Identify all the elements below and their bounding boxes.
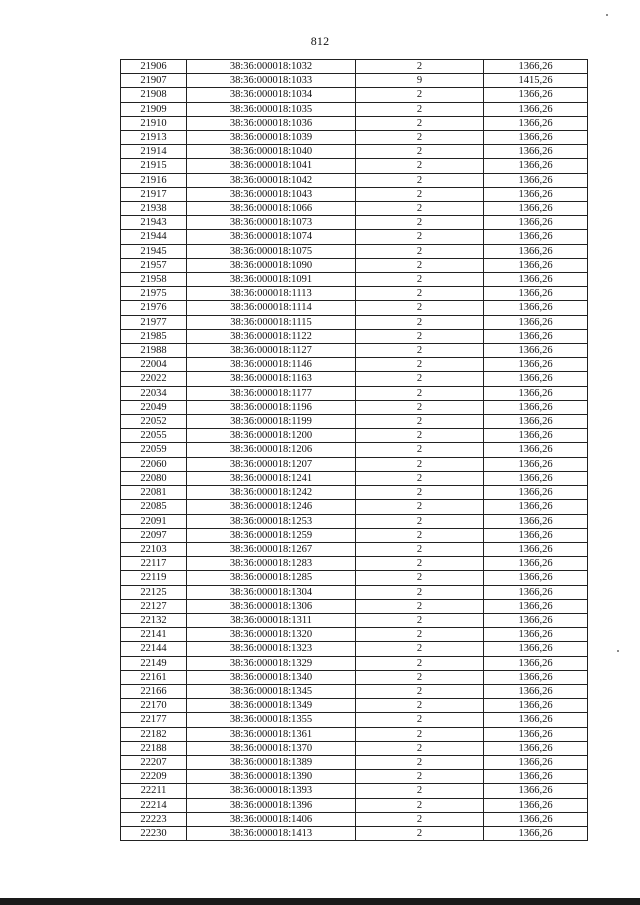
table-row	[121, 258, 588, 272]
cell-cadastral-number: 38:36:000018:1390	[187, 770, 356, 784]
table-row	[121, 429, 588, 443]
cell-count: 2	[356, 798, 484, 812]
table-row	[121, 74, 588, 88]
cell-cadastral-number: 38:36:000018:1349	[187, 699, 356, 713]
table-row	[121, 613, 588, 627]
cell-value: 1366,26	[484, 258, 588, 272]
cell-cadastral-number: 38:36:000018:1340	[187, 670, 356, 684]
cell-cadastral-number: 38:36:000018:1040	[187, 145, 356, 159]
cell-cadastral-number: 38:36:000018:1177	[187, 386, 356, 400]
cell-number: 22149	[121, 656, 187, 670]
cell-cadastral-number: 38:36:000018:1253	[187, 514, 356, 528]
cell-count: 2	[356, 329, 484, 343]
cell-count: 2	[356, 826, 484, 840]
cell-number: 21906	[121, 60, 187, 74]
cell-number: 22117	[121, 557, 187, 571]
cell-cadastral-number: 38:36:000018:1114	[187, 301, 356, 315]
cell-value: 1415,26	[484, 74, 588, 88]
cell-cadastral-number: 38:36:000018:1361	[187, 727, 356, 741]
cell-number: 21915	[121, 159, 187, 173]
cell-cadastral-number: 38:36:000018:1036	[187, 116, 356, 130]
cell-count: 2	[356, 386, 484, 400]
cell-count: 2	[356, 372, 484, 386]
table-row	[121, 145, 588, 159]
cell-value: 1366,26	[484, 826, 588, 840]
cell-cadastral-number: 38:36:000018:1122	[187, 329, 356, 343]
cell-cadastral-number: 38:36:000018:1355	[187, 713, 356, 727]
cell-count: 2	[356, 514, 484, 528]
cell-cadastral-number: 38:36:000018:1259	[187, 528, 356, 542]
table-row	[121, 826, 588, 840]
cell-number: 21917	[121, 187, 187, 201]
cell-number: 22144	[121, 642, 187, 656]
cell-value: 1366,26	[484, 812, 588, 826]
cell-count: 2	[356, 102, 484, 116]
cell-number: 22182	[121, 727, 187, 741]
table-row	[121, 159, 588, 173]
cell-value: 1366,26	[484, 670, 588, 684]
cell-number: 22125	[121, 585, 187, 599]
cell-value: 1366,26	[484, 173, 588, 187]
cell-value: 1366,26	[484, 386, 588, 400]
cell-number: 21945	[121, 244, 187, 258]
cell-count: 2	[356, 713, 484, 727]
cell-number: 21914	[121, 145, 187, 159]
cell-value: 1366,26	[484, 102, 588, 116]
table-row	[121, 628, 588, 642]
cell-count: 2	[356, 415, 484, 429]
cell-count: 2	[356, 244, 484, 258]
table-row	[121, 784, 588, 798]
table-row	[121, 173, 588, 187]
cell-number: 22049	[121, 400, 187, 414]
cell-value: 1366,26	[484, 542, 588, 556]
table-row	[121, 684, 588, 698]
cell-cadastral-number: 38:36:000018:1163	[187, 372, 356, 386]
cell-value: 1366,26	[484, 60, 588, 74]
cell-count: 2	[356, 528, 484, 542]
table-row	[121, 571, 588, 585]
cell-number: 22132	[121, 613, 187, 627]
cell-number: 22207	[121, 755, 187, 769]
cell-cadastral-number: 38:36:000018:1370	[187, 741, 356, 755]
cell-cadastral-number: 38:36:000018:1304	[187, 585, 356, 599]
table-row	[121, 755, 588, 769]
table-row	[121, 230, 588, 244]
cell-value: 1366,26	[484, 500, 588, 514]
cell-cadastral-number: 38:36:000018:1207	[187, 457, 356, 471]
table-row	[121, 131, 588, 145]
table-body	[121, 60, 588, 841]
cell-number: 22223	[121, 812, 187, 826]
cell-value: 1366,26	[484, 159, 588, 173]
cell-value: 1366,26	[484, 471, 588, 485]
cell-cadastral-number: 38:36:000018:1113	[187, 287, 356, 301]
cell-cadastral-number: 38:36:000018:1043	[187, 187, 356, 201]
cell-number: 22209	[121, 770, 187, 784]
cell-count: 2	[356, 542, 484, 556]
cell-cadastral-number: 38:36:000018:1329	[187, 656, 356, 670]
cell-count: 2	[356, 216, 484, 230]
cell-value: 1366,26	[484, 557, 588, 571]
cell-number: 22081	[121, 486, 187, 500]
cell-number: 22211	[121, 784, 187, 798]
cell-cadastral-number: 38:36:000018:1267	[187, 542, 356, 556]
cell-number: 21957	[121, 258, 187, 272]
cell-number: 22166	[121, 684, 187, 698]
cell-value: 1366,26	[484, 699, 588, 713]
cell-count: 2	[356, 173, 484, 187]
cell-count: 2	[356, 471, 484, 485]
cell-cadastral-number: 38:36:000018:1246	[187, 500, 356, 514]
cell-value: 1366,26	[484, 329, 588, 343]
cell-value: 1366,26	[484, 628, 588, 642]
table-row	[121, 642, 588, 656]
cell-cadastral-number: 38:36:000018:1283	[187, 557, 356, 571]
cell-count: 2	[356, 400, 484, 414]
cell-count: 2	[356, 500, 484, 514]
cell-value: 1366,26	[484, 372, 588, 386]
cell-value: 1366,26	[484, 131, 588, 145]
cell-count: 2	[356, 557, 484, 571]
cell-number: 21977	[121, 315, 187, 329]
cell-cadastral-number: 38:36:000018:1066	[187, 202, 356, 216]
cell-value: 1366,26	[484, 585, 588, 599]
table-row	[121, 400, 588, 414]
table-row	[121, 273, 588, 287]
cell-number: 22127	[121, 599, 187, 613]
cell-value: 1366,26	[484, 514, 588, 528]
cell-value: 1366,26	[484, 216, 588, 230]
cell-value: 1366,26	[484, 784, 588, 798]
cell-count: 2	[356, 585, 484, 599]
cell-value: 1366,26	[484, 187, 588, 201]
cell-cadastral-number: 38:36:000018:1393	[187, 784, 356, 798]
cell-value: 1366,26	[484, 145, 588, 159]
cell-number: 21913	[121, 131, 187, 145]
table-row	[121, 344, 588, 358]
table-row	[121, 386, 588, 400]
cell-count: 2	[356, 741, 484, 755]
page-number: 812	[310, 34, 330, 48]
cell-cadastral-number: 38:36:000018:1206	[187, 443, 356, 457]
cell-number: 21976	[121, 301, 187, 315]
cell-cadastral-number: 38:36:000018:1323	[187, 642, 356, 656]
cell-value: 1366,26	[484, 613, 588, 627]
cell-count: 2	[356, 301, 484, 315]
table-row	[121, 471, 588, 485]
cell-number: 22230	[121, 826, 187, 840]
cell-value: 1366,26	[484, 656, 588, 670]
cell-cadastral-number: 38:36:000018:1413	[187, 826, 356, 840]
cell-cadastral-number: 38:36:000018:1396	[187, 798, 356, 812]
cell-count: 2	[356, 670, 484, 684]
cell-value: 1366,26	[484, 713, 588, 727]
cell-value: 1366,26	[484, 429, 588, 443]
table-row	[121, 329, 588, 343]
table-row	[121, 60, 588, 74]
cell-value: 1366,26	[484, 400, 588, 414]
cell-number: 22188	[121, 741, 187, 755]
cell-number: 22059	[121, 443, 187, 457]
cell-count: 2	[356, 273, 484, 287]
table-row	[121, 713, 588, 727]
cell-count: 2	[356, 642, 484, 656]
cell-cadastral-number: 38:36:000018:1285	[187, 571, 356, 585]
cell-number: 22177	[121, 713, 187, 727]
cell-count: 2	[356, 784, 484, 798]
cell-count: 2	[356, 202, 484, 216]
cell-number: 21985	[121, 329, 187, 343]
table-row	[121, 244, 588, 258]
cell-count: 2	[356, 358, 484, 372]
cell-cadastral-number: 38:36:000018:1091	[187, 273, 356, 287]
cell-cadastral-number: 38:36:000018:1311	[187, 613, 356, 627]
cell-cadastral-number: 38:36:000018:1320	[187, 628, 356, 642]
cell-cadastral-number: 38:36:000018:1200	[187, 429, 356, 443]
table-row	[121, 770, 588, 784]
cell-value: 1366,26	[484, 315, 588, 329]
cell-value: 1366,26	[484, 202, 588, 216]
table-row	[121, 443, 588, 457]
cell-cadastral-number: 38:36:000018:1389	[187, 755, 356, 769]
cell-cadastral-number: 38:36:000018:1073	[187, 216, 356, 230]
cell-count: 2	[356, 60, 484, 74]
table-row	[121, 372, 588, 386]
scan-speck	[617, 650, 619, 652]
cell-count: 9	[356, 74, 484, 88]
cell-number: 22214	[121, 798, 187, 812]
scan-speck	[606, 14, 608, 16]
cell-count: 2	[356, 116, 484, 130]
cell-value: 1366,26	[484, 443, 588, 457]
cell-cadastral-number: 38:36:000018:1345	[187, 684, 356, 698]
cell-count: 2	[356, 770, 484, 784]
cell-number: 22022	[121, 372, 187, 386]
cell-cadastral-number: 38:36:000018:1041	[187, 159, 356, 173]
cell-count: 2	[356, 88, 484, 102]
table-row	[121, 514, 588, 528]
cell-number: 22103	[121, 542, 187, 556]
cell-cadastral-number: 38:36:000018:1306	[187, 599, 356, 613]
cell-count: 2	[356, 287, 484, 301]
cell-cadastral-number: 38:36:000018:1075	[187, 244, 356, 258]
cell-number: 22004	[121, 358, 187, 372]
cell-count: 2	[356, 599, 484, 613]
table-row	[121, 542, 588, 556]
cell-number: 22091	[121, 514, 187, 528]
table-row	[121, 528, 588, 542]
cell-number: 22161	[121, 670, 187, 684]
cell-number: 22085	[121, 500, 187, 514]
cell-value: 1366,26	[484, 457, 588, 471]
cell-count: 2	[356, 755, 484, 769]
cell-count: 2	[356, 230, 484, 244]
cell-value: 1366,26	[484, 358, 588, 372]
cell-count: 2	[356, 344, 484, 358]
table-row	[121, 699, 588, 713]
cell-number: 21907	[121, 74, 187, 88]
cell-number: 22060	[121, 457, 187, 471]
table-row	[121, 287, 588, 301]
cell-value: 1366,26	[484, 244, 588, 258]
cell-number: 21910	[121, 116, 187, 130]
cell-number: 21988	[121, 344, 187, 358]
cell-count: 2	[356, 656, 484, 670]
table-row	[121, 727, 588, 741]
cell-cadastral-number: 38:36:000018:1127	[187, 344, 356, 358]
cell-value: 1366,26	[484, 727, 588, 741]
cell-count: 2	[356, 145, 484, 159]
cell-number: 21916	[121, 173, 187, 187]
table-row	[121, 102, 588, 116]
cell-cadastral-number: 38:36:000018:1196	[187, 400, 356, 414]
cell-number: 22052	[121, 415, 187, 429]
cell-value: 1366,26	[484, 684, 588, 698]
cell-cadastral-number: 38:36:000018:1090	[187, 258, 356, 272]
cell-count: 2	[356, 457, 484, 471]
cell-cadastral-number: 38:36:000018:1033	[187, 74, 356, 88]
cell-value: 1366,26	[484, 415, 588, 429]
cell-count: 2	[356, 684, 484, 698]
cell-value: 1366,26	[484, 770, 588, 784]
cell-cadastral-number: 38:36:000018:1199	[187, 415, 356, 429]
cell-cadastral-number: 38:36:000018:1034	[187, 88, 356, 102]
cell-count: 2	[356, 131, 484, 145]
cell-number: 22170	[121, 699, 187, 713]
cell-number: 21958	[121, 273, 187, 287]
table-row	[121, 741, 588, 755]
cell-number: 21909	[121, 102, 187, 116]
cell-value: 1366,26	[484, 273, 588, 287]
cell-value: 1366,26	[484, 344, 588, 358]
table-row	[121, 301, 588, 315]
table-row	[121, 585, 588, 599]
cell-value: 1366,26	[484, 798, 588, 812]
table-row	[121, 599, 588, 613]
cell-number: 21943	[121, 216, 187, 230]
cell-count: 2	[356, 727, 484, 741]
table-row	[121, 358, 588, 372]
cell-value: 1366,26	[484, 741, 588, 755]
cell-number: 22055	[121, 429, 187, 443]
cell-number: 22141	[121, 628, 187, 642]
cell-cadastral-number: 38:36:000018:1035	[187, 102, 356, 116]
cell-count: 2	[356, 187, 484, 201]
table-row	[121, 500, 588, 514]
cell-count: 2	[356, 486, 484, 500]
cell-number: 22097	[121, 528, 187, 542]
cell-count: 2	[356, 628, 484, 642]
cell-number: 22080	[121, 471, 187, 485]
cell-value: 1366,26	[484, 528, 588, 542]
cell-value: 1366,26	[484, 88, 588, 102]
table-row	[121, 670, 588, 684]
cell-value: 1366,26	[484, 486, 588, 500]
cell-count: 2	[356, 571, 484, 585]
cell-cadastral-number: 38:36:000018:1039	[187, 131, 356, 145]
cell-value: 1366,26	[484, 116, 588, 130]
cell-cadastral-number: 38:36:000018:1115	[187, 315, 356, 329]
cell-count: 2	[356, 613, 484, 627]
table-row	[121, 116, 588, 130]
cell-number: 22034	[121, 386, 187, 400]
table-row	[121, 812, 588, 826]
table-row	[121, 202, 588, 216]
scan-edge-bar	[0, 898, 640, 905]
cell-cadastral-number: 38:36:000018:1406	[187, 812, 356, 826]
cell-cadastral-number: 38:36:000018:1074	[187, 230, 356, 244]
cell-value: 1366,26	[484, 755, 588, 769]
cell-value: 1366,26	[484, 301, 588, 315]
cell-number: 21908	[121, 88, 187, 102]
cell-cadastral-number: 38:36:000018:1241	[187, 471, 356, 485]
cell-count: 2	[356, 429, 484, 443]
table-row	[121, 486, 588, 500]
table-row	[121, 315, 588, 329]
cell-cadastral-number: 38:36:000018:1146	[187, 358, 356, 372]
table-row	[121, 457, 588, 471]
cell-count: 2	[356, 258, 484, 272]
table-row	[121, 187, 588, 201]
cell-number: 21944	[121, 230, 187, 244]
table-row	[121, 216, 588, 230]
cell-count: 2	[356, 315, 484, 329]
cell-number: 21938	[121, 202, 187, 216]
table-row	[121, 88, 588, 102]
cell-count: 2	[356, 159, 484, 173]
cell-value: 1366,26	[484, 599, 588, 613]
cell-cadastral-number: 38:36:000018:1242	[187, 486, 356, 500]
cell-count: 2	[356, 812, 484, 826]
cell-number: 21975	[121, 287, 187, 301]
table-row	[121, 415, 588, 429]
data-table	[120, 59, 588, 841]
cell-cadastral-number: 38:36:000018:1042	[187, 173, 356, 187]
cell-count: 2	[356, 699, 484, 713]
table-row	[121, 656, 588, 670]
cell-value: 1366,26	[484, 642, 588, 656]
cell-count: 2	[356, 443, 484, 457]
cell-cadastral-number: 38:36:000018:1032	[187, 60, 356, 74]
cell-value: 1366,26	[484, 230, 588, 244]
cell-value: 1366,26	[484, 571, 588, 585]
table-row	[121, 557, 588, 571]
table-row	[121, 798, 588, 812]
cell-number: 22119	[121, 571, 187, 585]
cell-value: 1366,26	[484, 287, 588, 301]
